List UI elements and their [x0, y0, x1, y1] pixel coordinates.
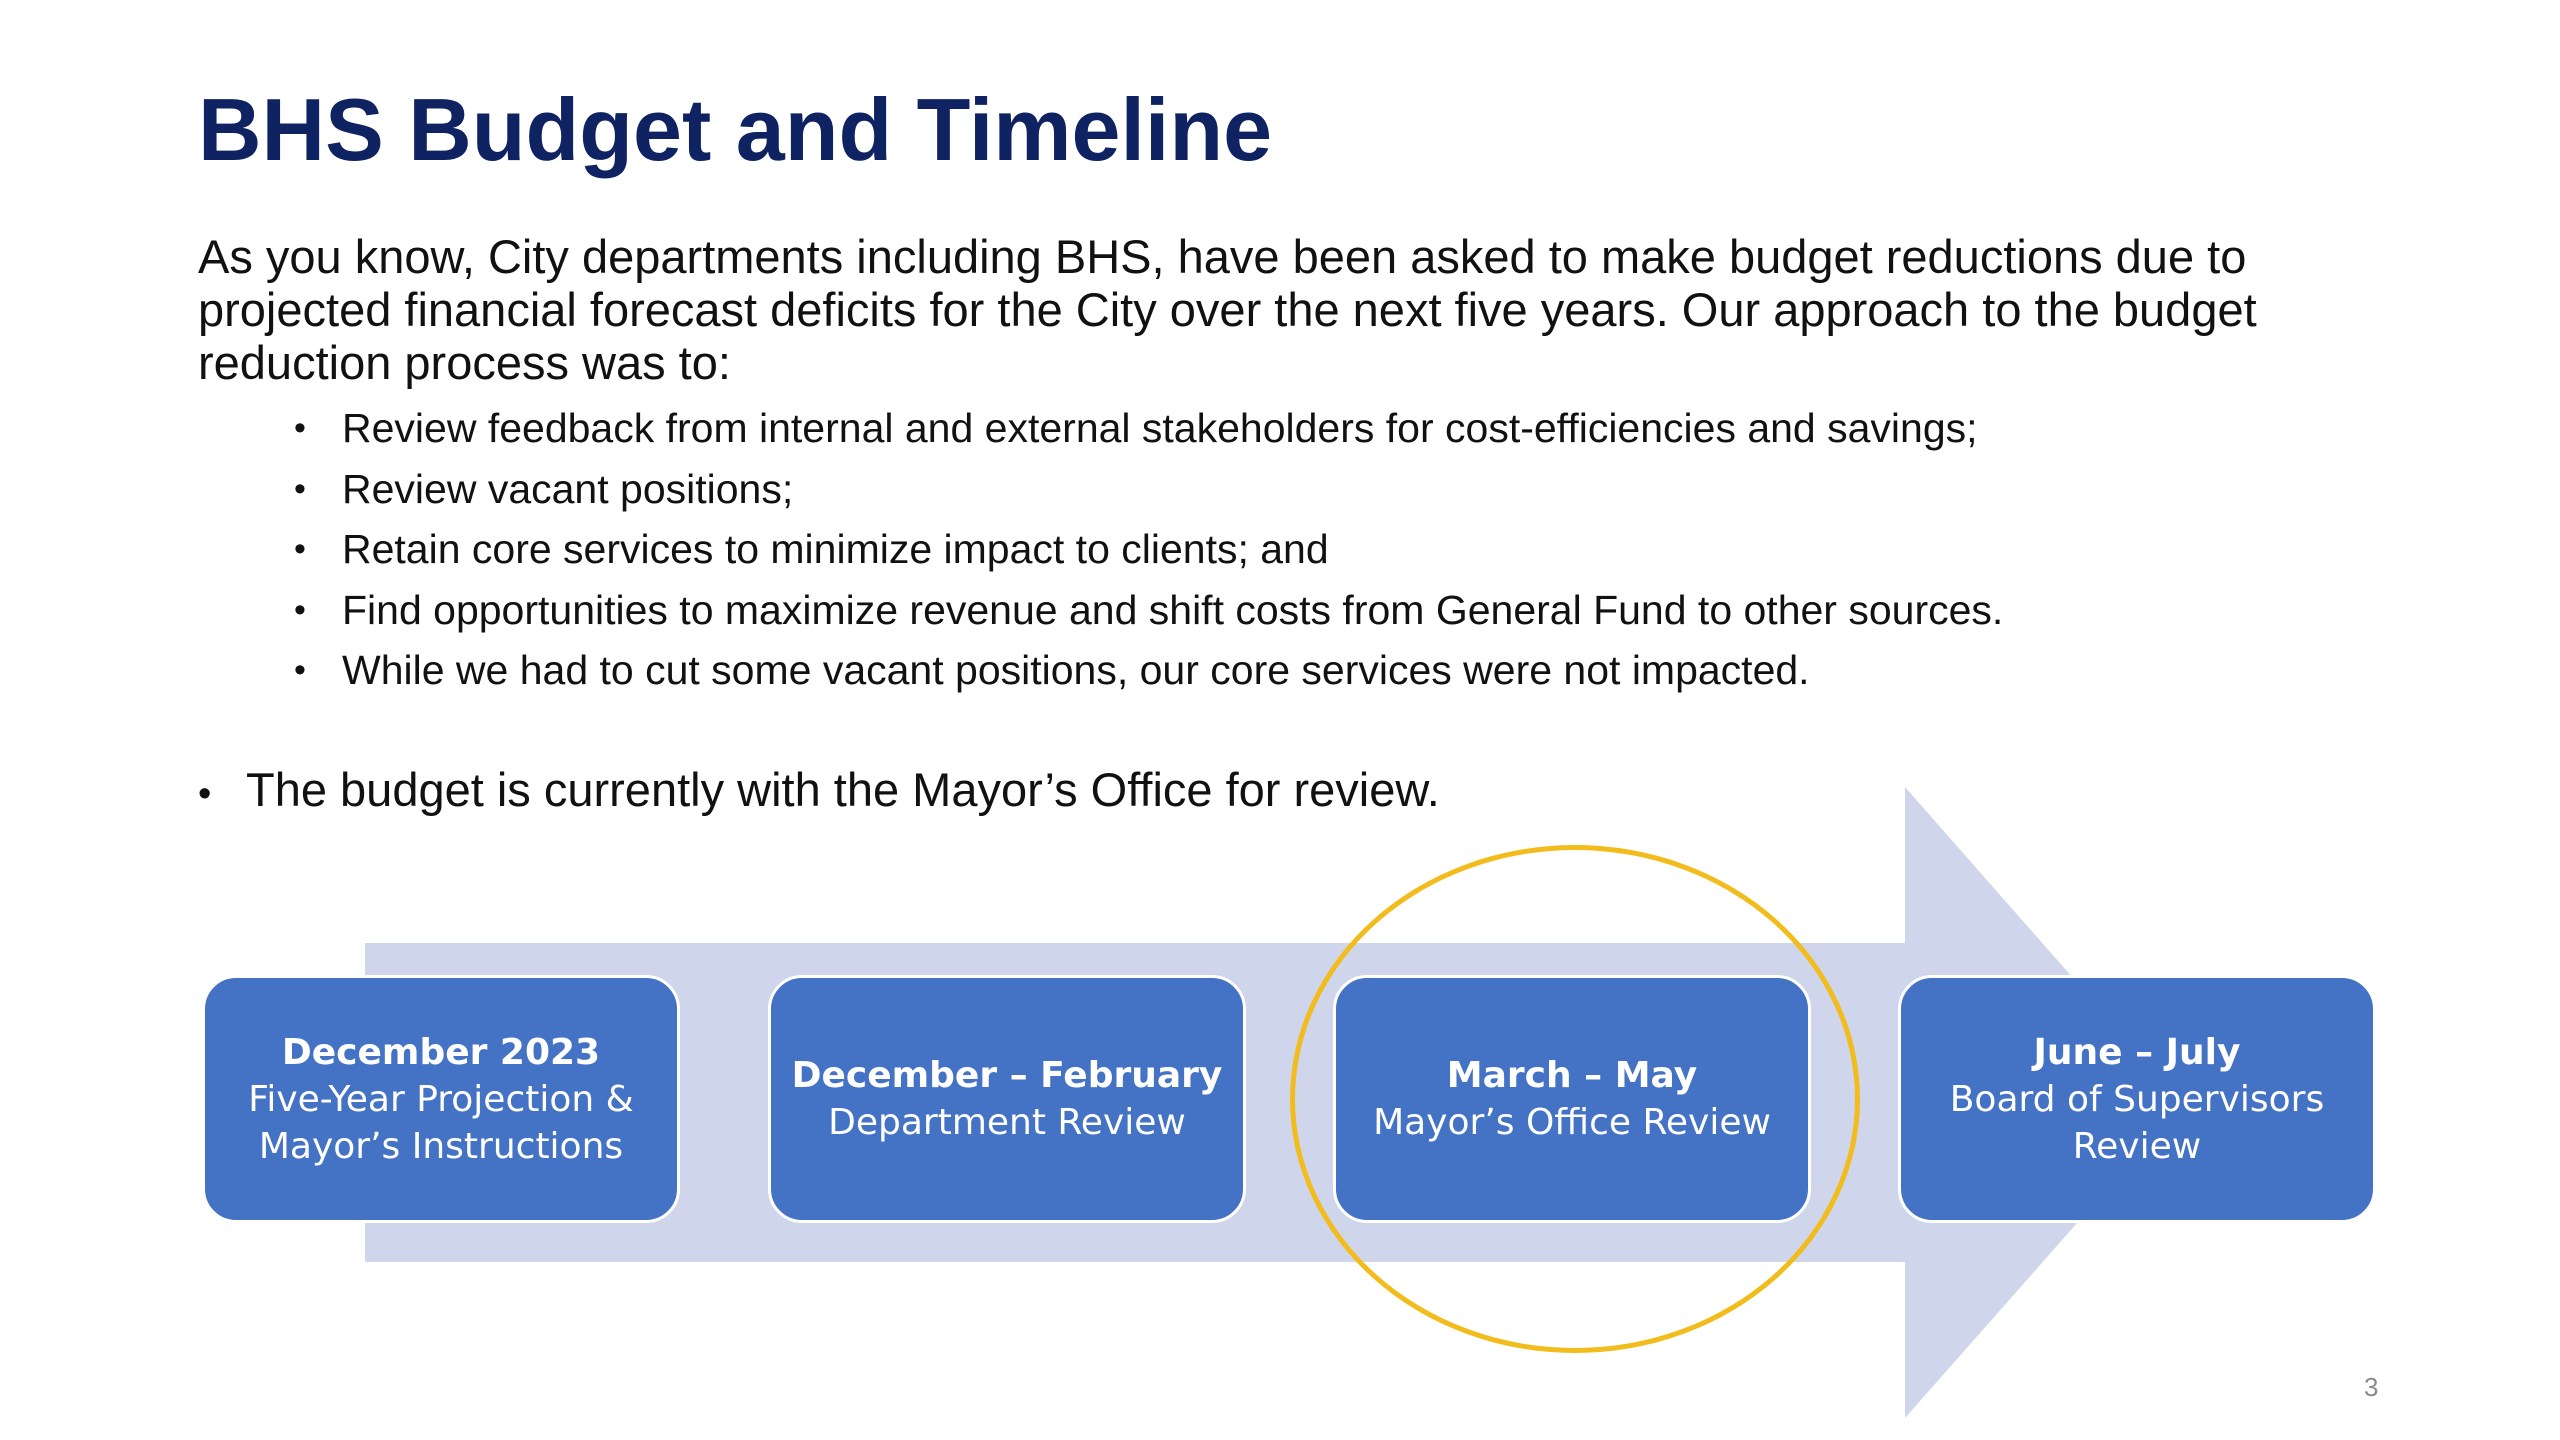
- stage-description: Department Review: [828, 1102, 1186, 1143]
- slide-title: BHS Budget and Timeline: [198, 80, 1273, 179]
- intro-paragraph: As you know, City departments including BHS, have been asked to make budget reductions due to projected financial forecast deficits for the City over the next five years. Our approach to the budget reduction process was to:: [198, 230, 2257, 389]
- timeline-stage-june-july: [1898, 975, 2376, 1223]
- stage-period: December 2023: [281, 1031, 601, 1073]
- approach-item: • Find opportunities to maximize revenue and shift costs from General Fund to other sources.: [290, 580, 2003, 641]
- stage-period: March – May: [1446, 1055, 1698, 1096]
- stage-description: Board of Supervisors Review: [1949, 1078, 2325, 1167]
- stage-description: Mayor’s Office Review: [1373, 1102, 1771, 1143]
- approach-item: • Retain core services to minimize impact to clients; and: [290, 519, 2003, 580]
- status-text: The budget is currently with the Mayor’s Office for review.: [246, 763, 1440, 816]
- approach-item: • Review vacant positions;: [290, 459, 2003, 520]
- timeline-stage-december-2023: [202, 975, 680, 1223]
- approach-item: • Review feedback from internal and external stakeholders for cost-efficiencies and savings;: [290, 398, 2003, 459]
- bullet-dot: •: [198, 773, 212, 815]
- stage-period: June – July: [2033, 1031, 2241, 1073]
- approach-item: • While we had to cut some vacant positions, our core services were not impacted.: [290, 640, 2003, 701]
- stage-description: Five-Year Projection & Mayor’s Instructions: [248, 1078, 634, 1167]
- timeline-stage-december-february: [768, 975, 1246, 1223]
- stage-period: December – February: [791, 1055, 1223, 1096]
- status-bullet: [198, 760, 1440, 824]
- page-number: 3: [2364, 1372, 2379, 1402]
- timeline-stage-march-may: [1333, 975, 1811, 1223]
